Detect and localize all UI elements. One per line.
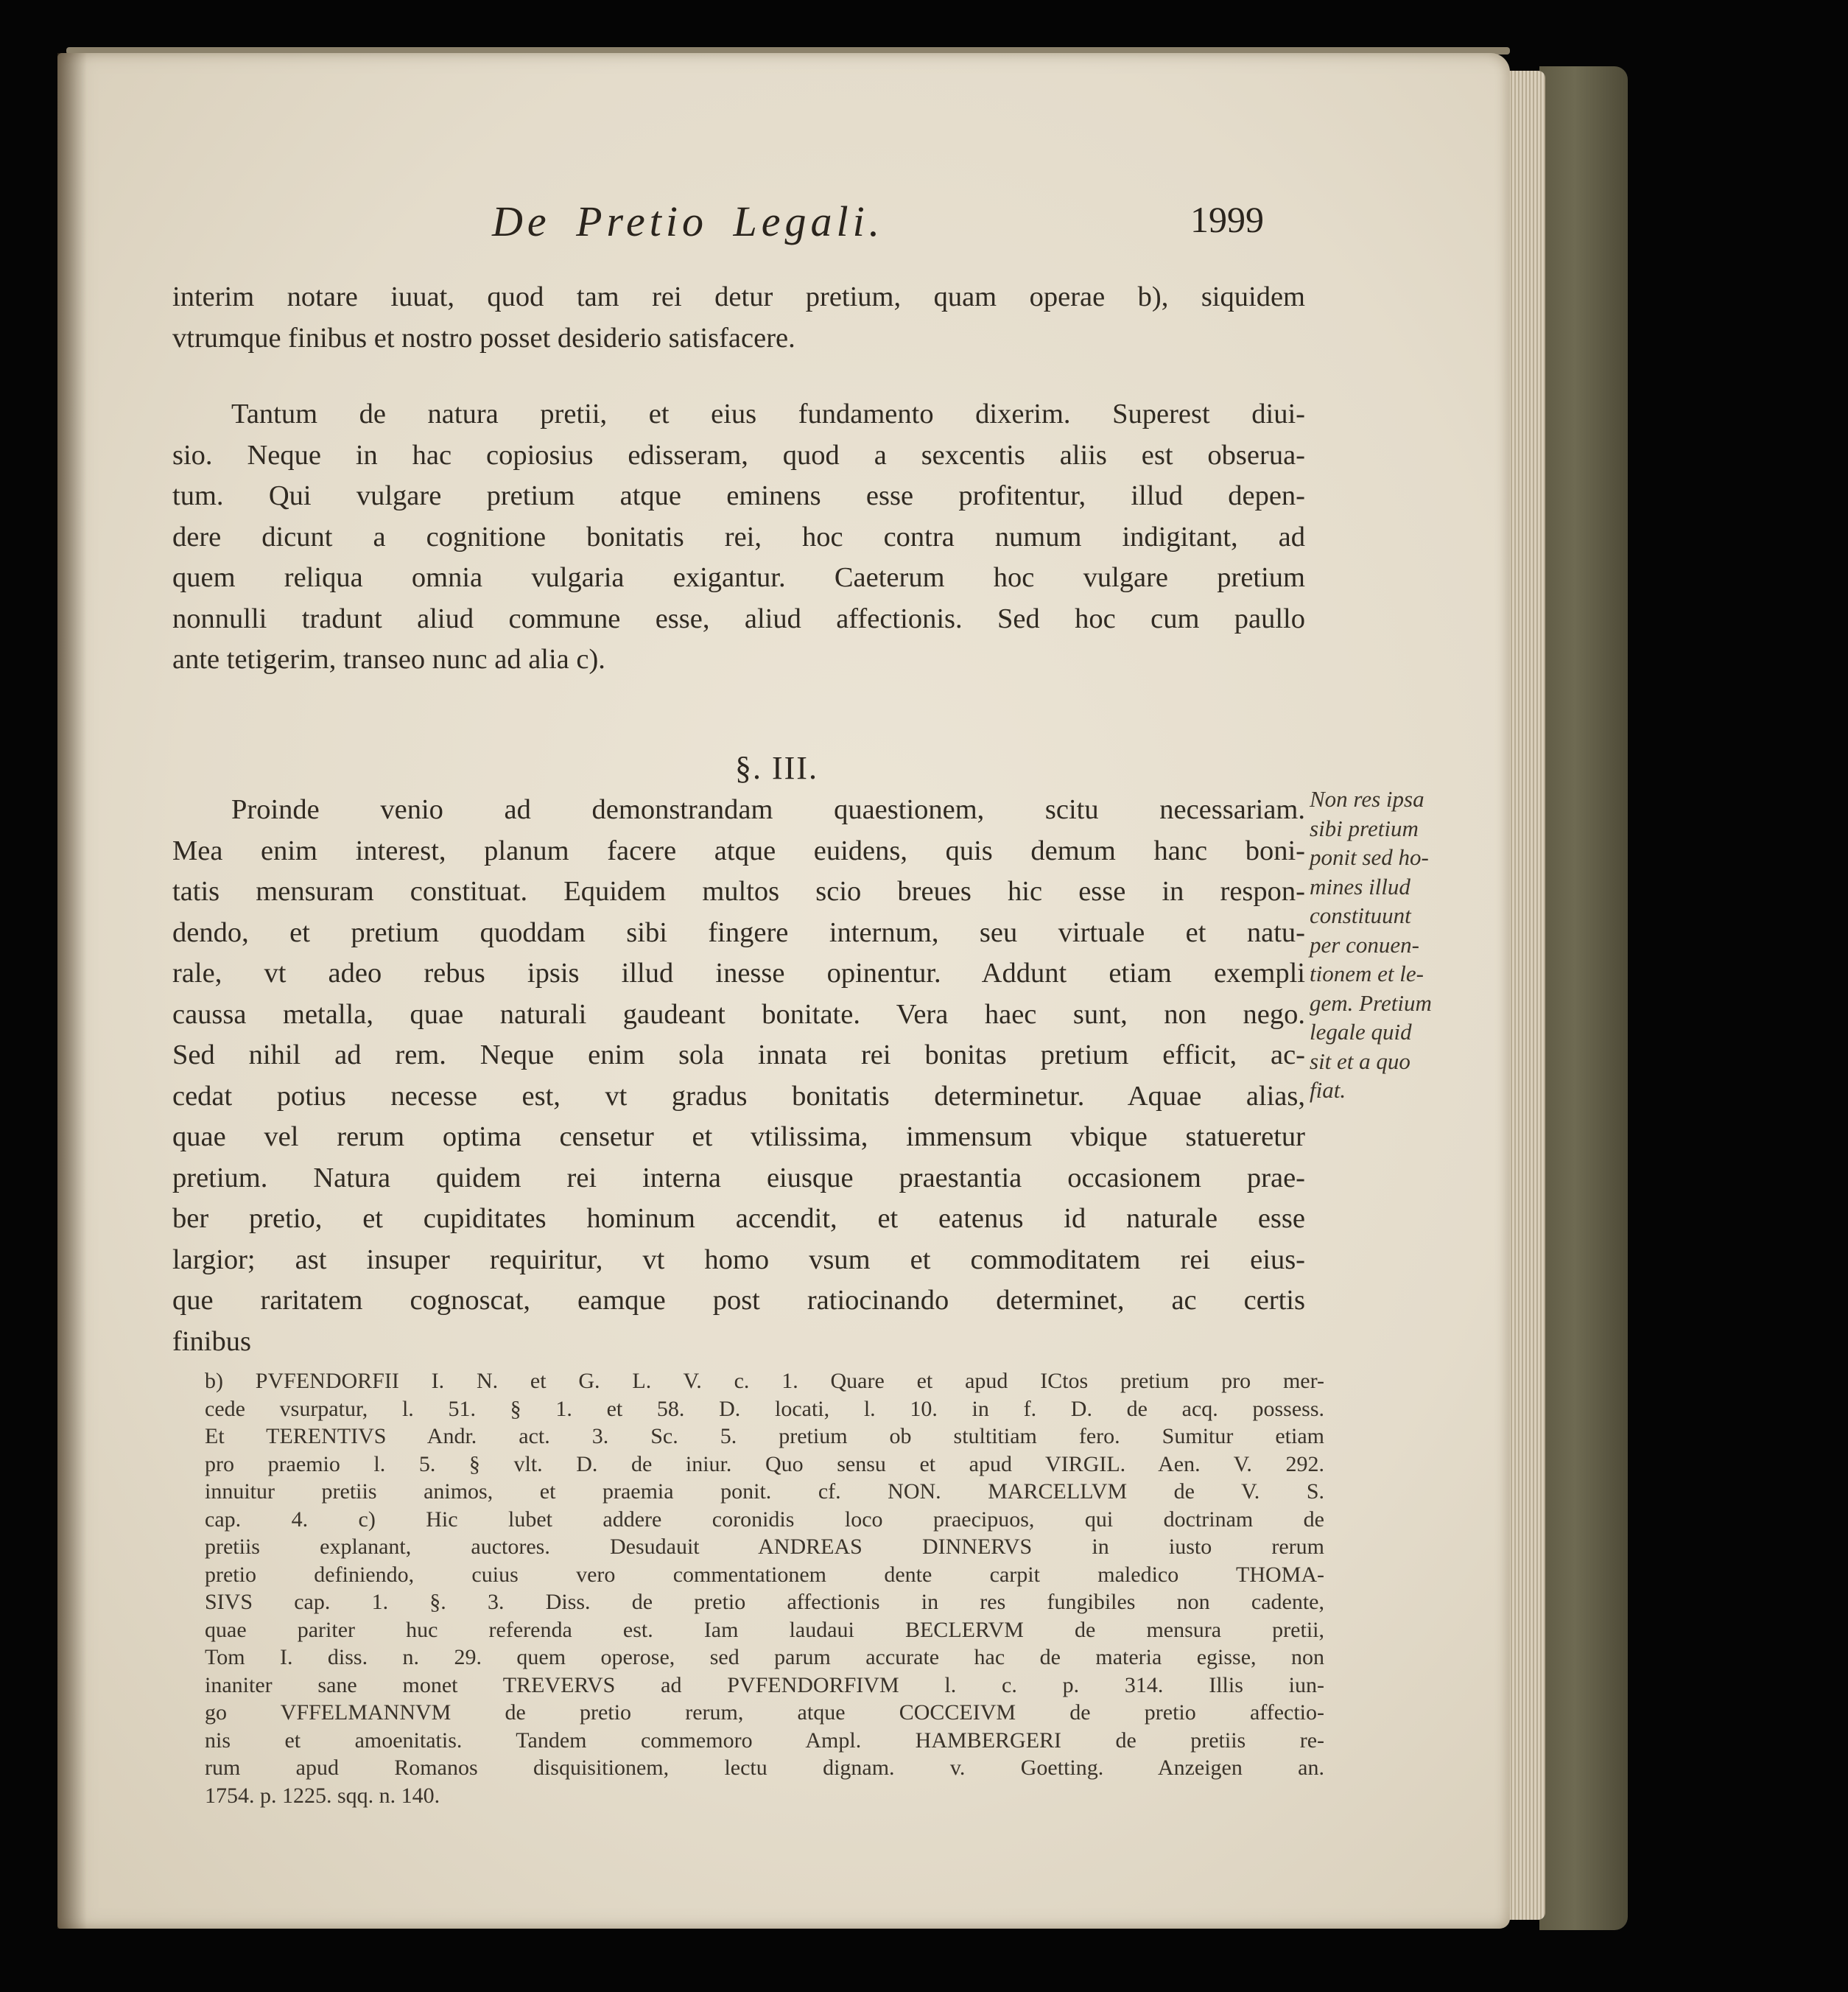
text-line: cedat potius necesse est, vt gradus bonitatis determinetur. Aquae alias, bbox=[172, 1080, 1305, 1112]
text-line: sio. Neque in hac copiosius edisseram, quod a sexcentis aliis est obserua- bbox=[172, 439, 1305, 471]
text-line: ber pretio, et cupiditates hominum accendit, et eatenus id naturale esse bbox=[172, 1203, 1305, 1234]
footnote-line: Tom I. diss. n. 29. quem operose, sed parum accurate hac de materia egisse, non bbox=[205, 1645, 1324, 1669]
text-line: dere dicunt a cognitione bonitatis rei, hoc contra numum indigitant, ad bbox=[172, 521, 1305, 553]
book-page bbox=[57, 53, 1510, 1929]
text-line: vtrumque finibus et nostro posset desiderio satisfacere. bbox=[172, 322, 795, 354]
paragraph-1 bbox=[172, 277, 1305, 359]
book-cover-edge bbox=[1539, 66, 1628, 1930]
footnote-line: cap. 4. c) Hic lubet addere coronidis loco praecipuos, qui doctrinam de bbox=[205, 1507, 1324, 1532]
text-line: Proinde venio ad demonstrandam quaestionem, scitu necessariam. bbox=[231, 794, 1305, 825]
marginal-note bbox=[1310, 785, 1480, 1105]
text-line: nonnulli tradunt aliud commune esse, aliud affectionis. Sed hoc cum paullo bbox=[172, 603, 1305, 634]
footnote-line: pretio definiendo, cuius vero commentationem dente carpit maledico THOMA- bbox=[205, 1562, 1324, 1587]
margin-note-line: sit et a quo bbox=[1310, 1048, 1410, 1074]
text-line: caussa metalla, quae naturali gaudeant bonitate. Vera haec sunt, non nego. bbox=[172, 998, 1305, 1030]
text-line: interim notare iuuat, quod tam rei detur pretium, quam operae b), siquidem bbox=[172, 281, 1305, 312]
margin-note-line: ponit sed ho- bbox=[1310, 844, 1429, 870]
margin-note-line: Non res ipsa bbox=[1310, 786, 1424, 812]
footnote-line: cede vsurpatur, l. 51. § 1. et 58. D. locati, l. 10. in f. D. de acq. possess. bbox=[205, 1396, 1324, 1421]
running-head bbox=[57, 197, 1510, 256]
footnote-line: pretiis explanant, auctores. Desudauit ANDREAS DINNERVS in iusto rerum bbox=[205, 1535, 1324, 1559]
margin-note-line: gem. Pretium bbox=[1310, 989, 1432, 1016]
gutter-shadow bbox=[57, 53, 87, 1929]
footnotes bbox=[205, 1367, 1324, 1809]
text-line: quae vel rerum optima censetur et vtilissima, immensum vbique statueretur bbox=[172, 1121, 1305, 1152]
footnote-line: SIVS cap. 1. §. 3. Diss. de pretio affectionis in res fungibiles non cadente, bbox=[205, 1590, 1324, 1614]
text-line: ante tetigerim, transeo nunc ad alia c). bbox=[172, 644, 605, 675]
footnote-line: b) PVFENDORFII I. N. et G. L. V. c. 1. Quare et apud ICtos pretium pro mer- bbox=[205, 1369, 1324, 1393]
catchword: finibus bbox=[172, 1325, 251, 1357]
margin-note-line: per conuen- bbox=[1310, 931, 1419, 958]
paragraph-3 bbox=[172, 790, 1305, 1362]
text-line: largior; ast insuper requiritur, vt homo vsum et commoditatem rei eius- bbox=[172, 1244, 1305, 1275]
section-heading: §. III. bbox=[735, 750, 818, 786]
footnote-line: inaniter sane monet TREVERVS ad PVFENDORFIVM l. c. p. 314. Illis iun- bbox=[205, 1672, 1324, 1697]
margin-note-line: tionem et le- bbox=[1310, 961, 1424, 986]
footnote-line: go VFFELMANNVM de pretio rerum, atque COCCEIVM de pretio affectio- bbox=[205, 1700, 1324, 1725]
text-line: que raritatem cognoscat, eamque post ratiocinando determinet, ac certis bbox=[172, 1285, 1305, 1316]
text-line: Mea enim interest, planum facere atque euidens, quis demum hanc boni- bbox=[172, 835, 1305, 866]
page-number: 1999 bbox=[1190, 199, 1264, 240]
footnote-line: pro praemio l. 5. § vlt. D. de iniur. Quo sensu et apud VIRGIL. Aen. V. 292. bbox=[205, 1451, 1324, 1476]
footnote-line: 1754. p. 1225. sqq. n. 140. bbox=[205, 1783, 440, 1808]
margin-note-line: constituunt bbox=[1310, 902, 1411, 928]
text-line: rale, vt adeo rebus ipsis illud inesse opinentur. Addunt etiam exempli bbox=[172, 958, 1305, 989]
text-line: pretium. Natura quidem rei interna eiusque praestantia occasionem prae- bbox=[172, 1162, 1305, 1193]
margin-note-line: fiat. bbox=[1310, 1077, 1346, 1103]
margin-note-line: sibi pretium bbox=[1310, 815, 1419, 841]
footnote-line: rum apud Romanos disquisitionem, lectu dignam. v. Goetting. Anzeigen an. bbox=[205, 1756, 1324, 1780]
text-line: tatis mensuram constituat. Equidem multos scio breues hic esse in respon- bbox=[172, 876, 1305, 907]
text-line: tum. Qui vulgare pretium atque eminens esse profitentur, illud depen- bbox=[172, 480, 1305, 511]
margin-note-line: legale quid bbox=[1310, 1019, 1412, 1045]
footnote-line: Et TERENTIVS Andr. act. 3. Sc. 5. pretium ob stultitiam fero. Sumitur etiam bbox=[205, 1424, 1324, 1448]
margin-note-line: mines illud bbox=[1310, 873, 1410, 899]
footnote-line: innuitur pretiis animos, et praemia ponit. cf. NON. MARCELLVM de V. S. bbox=[205, 1479, 1324, 1504]
text-line: Sed nihil ad rem. Neque enim sola innata rei bonitas pretium efficit, ac- bbox=[172, 1039, 1305, 1070]
running-title: De Pretio Legali. bbox=[492, 197, 885, 245]
footnote-line: quae pariter huc referenda est. Iam laudaui BECLERVM de mensura pretii, bbox=[205, 1617, 1324, 1642]
text-line: Tantum de natura pretii, et eius fundamento dixerim. Superest diui- bbox=[231, 399, 1305, 429]
text-line: dendo, et pretium quoddam sibi fingere internum, seu virtuale et natu- bbox=[172, 916, 1305, 948]
paragraph-2 bbox=[172, 394, 1305, 681]
footnote-line: nis et amoenitatis. Tandem commemoro Ampl. HAMBERGERI de pretiis re- bbox=[205, 1728, 1324, 1753]
text-line: quem reliqua omnia vulgaria exigantur. Caeterum hoc vulgare pretium bbox=[172, 562, 1305, 593]
